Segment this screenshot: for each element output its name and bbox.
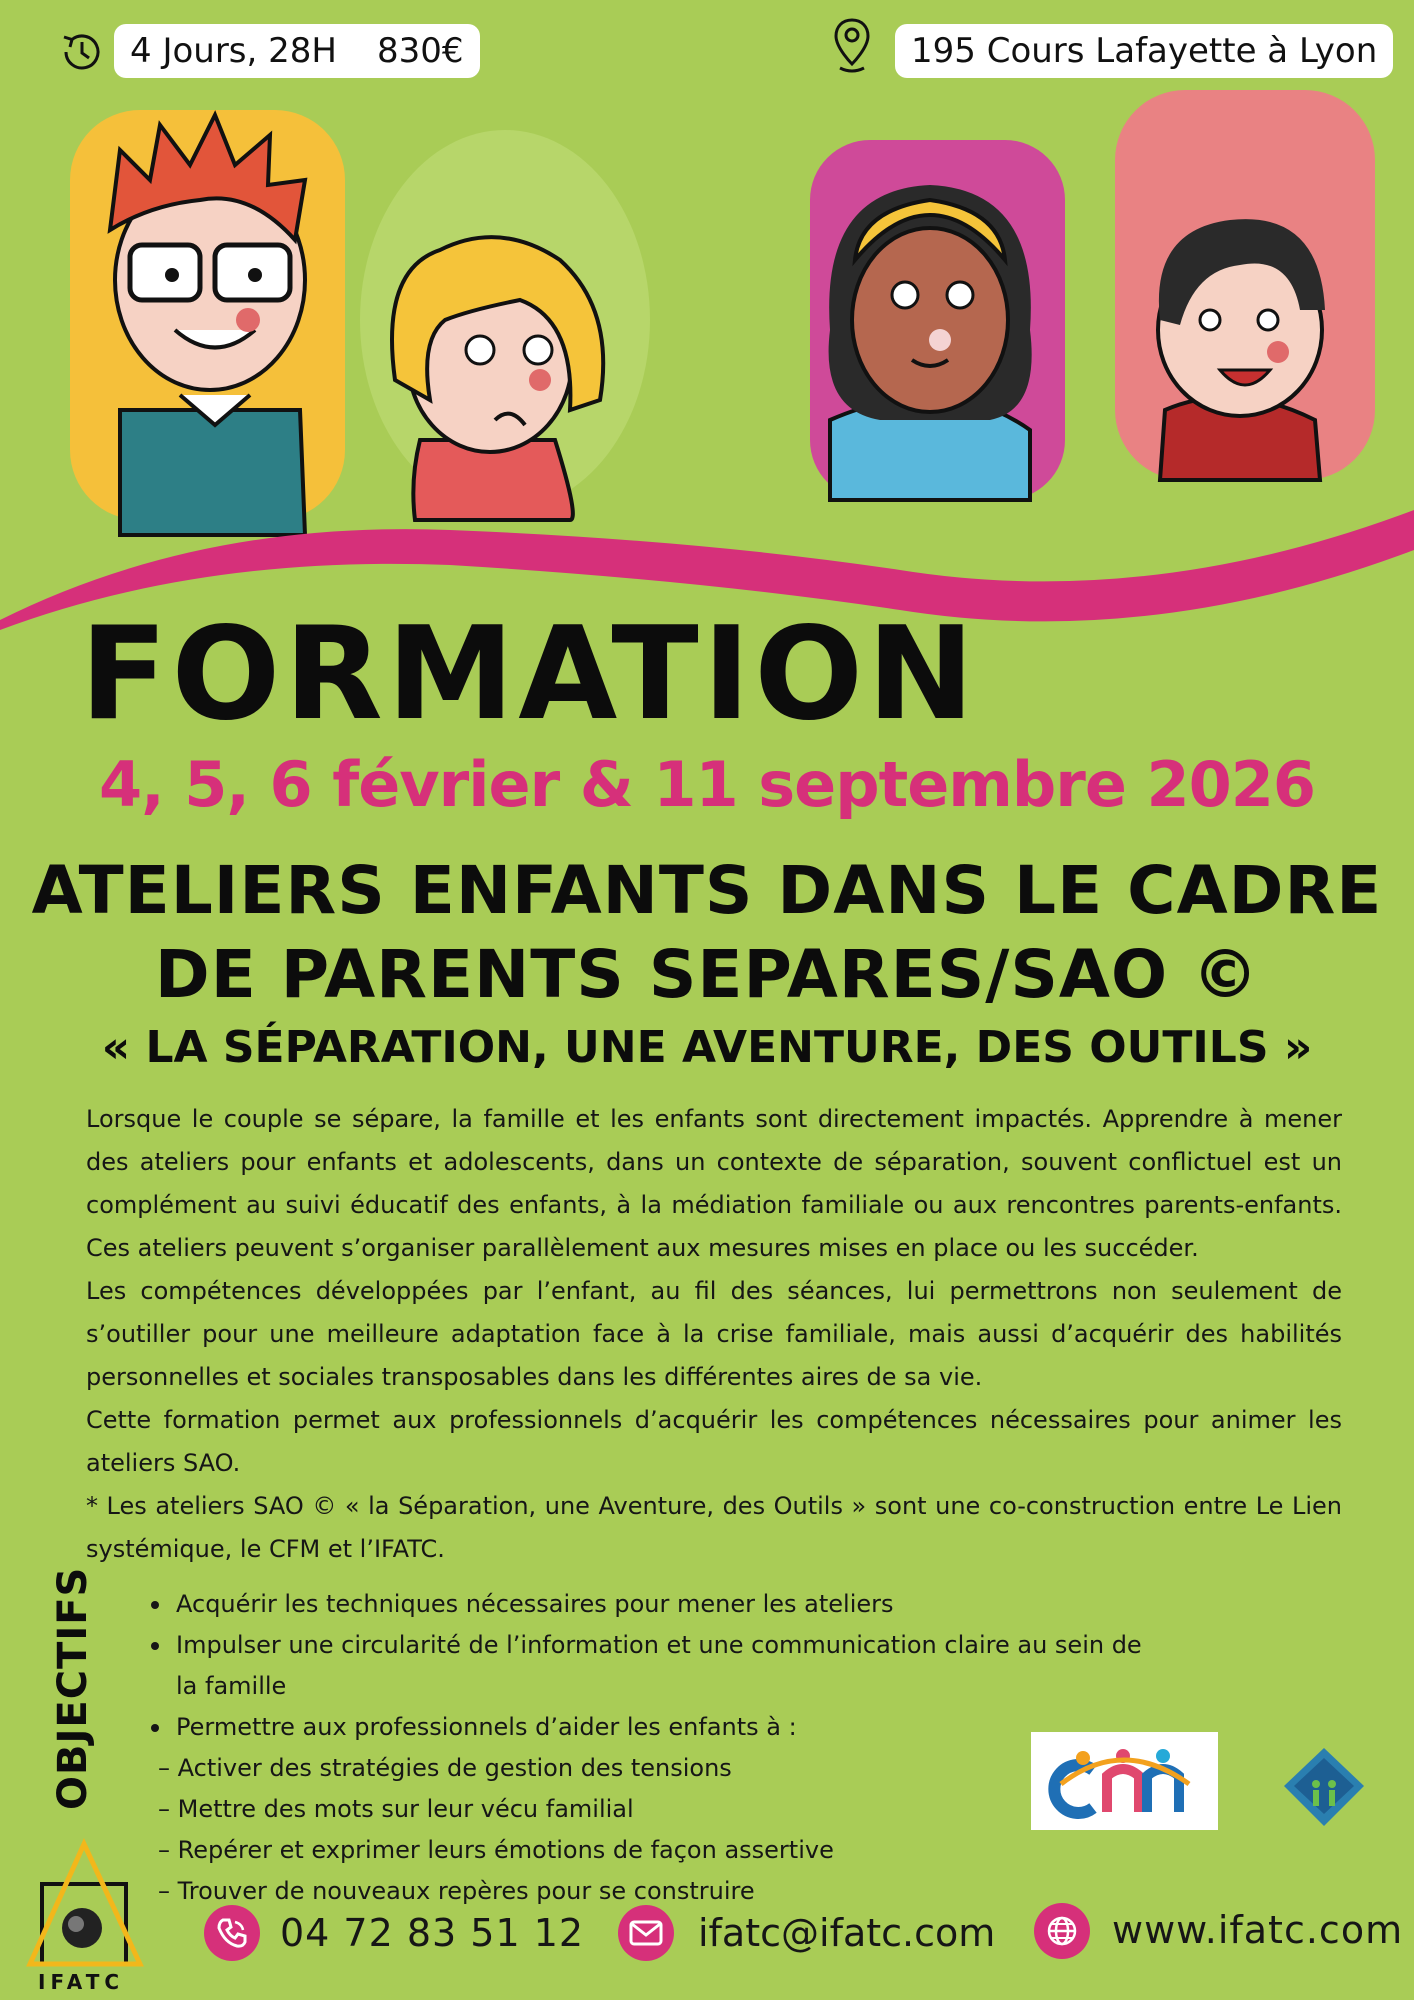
objectives-list (148, 1584, 1168, 1912)
address-badge: 195 Cours Lafayette à Lyon (895, 24, 1393, 78)
email-link[interactable]: ifatc@ifatc.com (698, 1911, 996, 1955)
headline-line-1: ATELIERS ENFANTS DANS LE CADRE (31, 852, 1383, 929)
description-footnote: * Les ateliers SAO © « la Séparation, une Aventure, des Outils » sont une co-construction entre Le Lien systémique, le CFM et l’IFATC. (86, 1492, 1342, 1563)
description-paragraph: Les compétences développées par l’enfant, au fil des séances, lui permettrons non seulement de s’outiller pour une meilleure adaptation face à la crise familiale, mais aussi d’acquérir des habilités personnelles et sociales transposables dans les différentes aires de sa vie. (86, 1277, 1342, 1391)
ifatc-logo (20, 1836, 150, 1968)
map-pin-icon (830, 16, 874, 76)
objective-item: Impulser une circularité de l’information et une communication claire au sein de la famille (148, 1625, 1168, 1707)
objective-sub-item: – Trouver de nouveaux repères pour se construire (158, 1877, 755, 1905)
page-title: FORMATION (80, 600, 979, 749)
objective-sub-item: – Activer des stratégies de gestion des tensions (158, 1754, 732, 1782)
headline-line-2: DE PARENTS SEPARES/SAO © (154, 936, 1260, 1013)
description-paragraph: Lorsque le couple se sépare, la famille et les enfants sont directement impactés. Apprendre à mener des ateliers pour enfants et adolescents, dans un contexte de séparation, souvent conflictuel est un complément au suivi éducatif des enfants, à la médiation familiale ou aux rencontres parents-enfants. Ces ateliers peuvent s’organiser parallèlement aux mesures mises en place ou les succéder. (86, 1105, 1342, 1262)
envelope-icon (618, 1905, 674, 1961)
clock-icon (58, 28, 106, 76)
objective-sub-item: – Repérer et exprimer leurs émotions de façon assertive (158, 1836, 834, 1864)
description (86, 1098, 1342, 1571)
objective-item: Permettre aux professionnels d’aider les enfants à : (148, 1707, 1168, 1748)
headline-subtitle: « LA SÉPARATION, UNE AVENTURE, DES OUTILS » (101, 1022, 1313, 1073)
website-link[interactable]: www.ifatc.com (1112, 1908, 1404, 1952)
ifatc-logo-text: IFATC (38, 1970, 125, 1994)
cfm-logo (1031, 1732, 1218, 1830)
phone-number[interactable]: 04 72 83 51 12 (280, 1911, 585, 1955)
phone-icon (204, 1905, 260, 1961)
description-paragraph: Cette formation permet aux professionnels d’acquérir les compétences nécessaires pour animer les ateliers SAO. (86, 1406, 1342, 1477)
duration-price-badge (114, 24, 480, 78)
price-text: 830€ (376, 31, 464, 71)
house-logo-icon (1280, 1744, 1368, 1830)
objective-sub-item: – Mettre des mots sur leur vécu familial (158, 1795, 634, 1823)
cartoon-people-illustration (0, 80, 1414, 550)
objectives-label: OBJECTIFS (50, 1566, 96, 1810)
globe-icon (1034, 1903, 1090, 1959)
duration-text: 4 Jours, 28H (130, 31, 337, 71)
objective-item: Acquérir les techniques nécessaires pour mener les ateliers (148, 1584, 1168, 1625)
training-dates: 4, 5, 6 février & 11 septembre 2026 (98, 748, 1316, 821)
